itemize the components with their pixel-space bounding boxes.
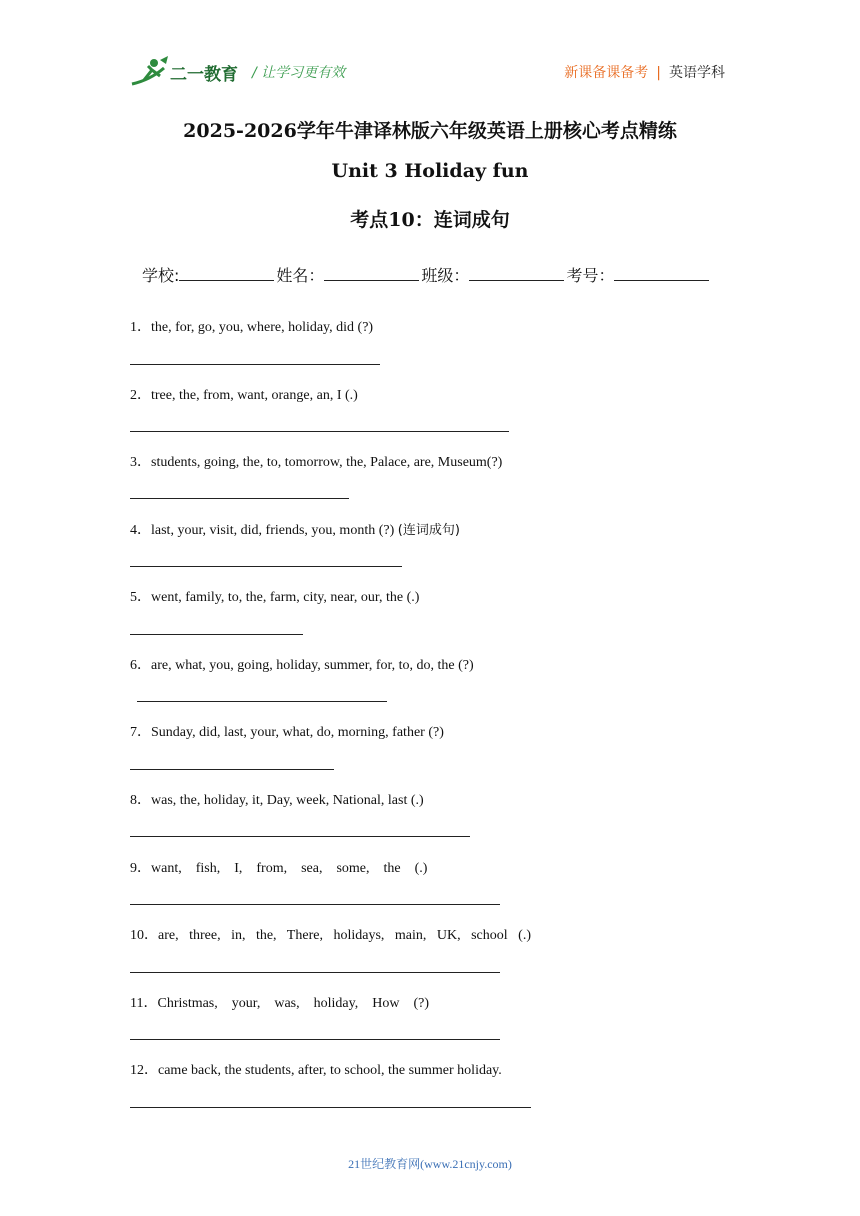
answer-line-10[interactable]: [130, 972, 500, 973]
question-1: 1．the, for, go, you, where, holiday, did (?): [130, 320, 374, 335]
school-label: 学校:: [142, 266, 180, 285]
class-blank[interactable]: [469, 266, 564, 281]
class-label: 班级：: [421, 266, 470, 285]
answer-line-2[interactable]: [130, 431, 509, 432]
answer-line-12[interactable]: [130, 1107, 531, 1108]
answer-line-6[interactable]: [137, 701, 387, 702]
unit-title: Unit 3 Holiday fun: [331, 160, 529, 182]
number-blank[interactable]: [614, 266, 709, 281]
question-9: 9．want, fish, I, from, sea, some, the (.): [130, 861, 428, 876]
question-5: 5．went, family, to, the, farm, city, near, our, the (.): [130, 590, 420, 605]
topic-title: 考点10：连词成句: [350, 209, 510, 231]
student-info: [142, 263, 711, 286]
answer-line-5[interactable]: [130, 634, 303, 635]
header-separator: |: [656, 65, 661, 81]
question-4-text: 4．last, your, visit, did, friends, you, month (?): [130, 523, 398, 538]
name-blank[interactable]: [324, 266, 419, 281]
main-title: 2025-2026学年牛津译林版六年级英语上册核心考点精练: [183, 120, 677, 142]
question-8: 8．was, the, holiday, it, Day, week, National, last (.): [130, 793, 424, 808]
question-3: 3．students, going, the, to, tomorrow, the, Palace, are, Museum(?): [130, 455, 503, 470]
page-header: [130, 54, 725, 94]
answer-line-1[interactable]: [130, 364, 380, 365]
header-label: 新课备课备考: [564, 65, 649, 81]
logo-text: 二一教育: [170, 65, 238, 85]
answer-line-4[interactable]: [130, 566, 402, 567]
question-2: 2．tree, the, from, want, orange, an, I (.): [130, 388, 358, 403]
question-6: 6．are, what, you, going, holiday, summer, for, to, do, the (?): [130, 658, 474, 673]
name-label: 姓名：: [276, 266, 325, 285]
answer-line-7[interactable]: [130, 769, 334, 770]
question-4-note: (连词成句): [397, 523, 460, 538]
answer-line-9[interactable]: [130, 904, 500, 905]
footer: 21世纪教育网(www.21cnjy.com): [348, 1157, 512, 1171]
number-label: 考号：: [566, 266, 615, 285]
subject-label: 英语学科: [669, 65, 725, 81]
header-right: [564, 62, 725, 82]
question-10: 10．are, three, in, the, There, holidays, main, UK, school (.): [130, 928, 531, 943]
answer-line-11[interactable]: [130, 1039, 500, 1040]
question-4: [130, 519, 460, 539]
question-12: 12．came back, the students, after, to school, the summer holiday.: [130, 1063, 502, 1078]
slogan: / 让学习更有效: [252, 65, 346, 81]
question-11: 11．Christmas, your, was, holiday, How (?): [130, 996, 429, 1011]
logo: [130, 54, 242, 90]
answer-line-8[interactable]: [130, 836, 470, 837]
question-7: 7．Sunday, did, last, your, what, do, morning, father (?): [130, 725, 444, 740]
answer-line-3[interactable]: [130, 498, 349, 499]
school-blank[interactable]: [179, 266, 274, 281]
